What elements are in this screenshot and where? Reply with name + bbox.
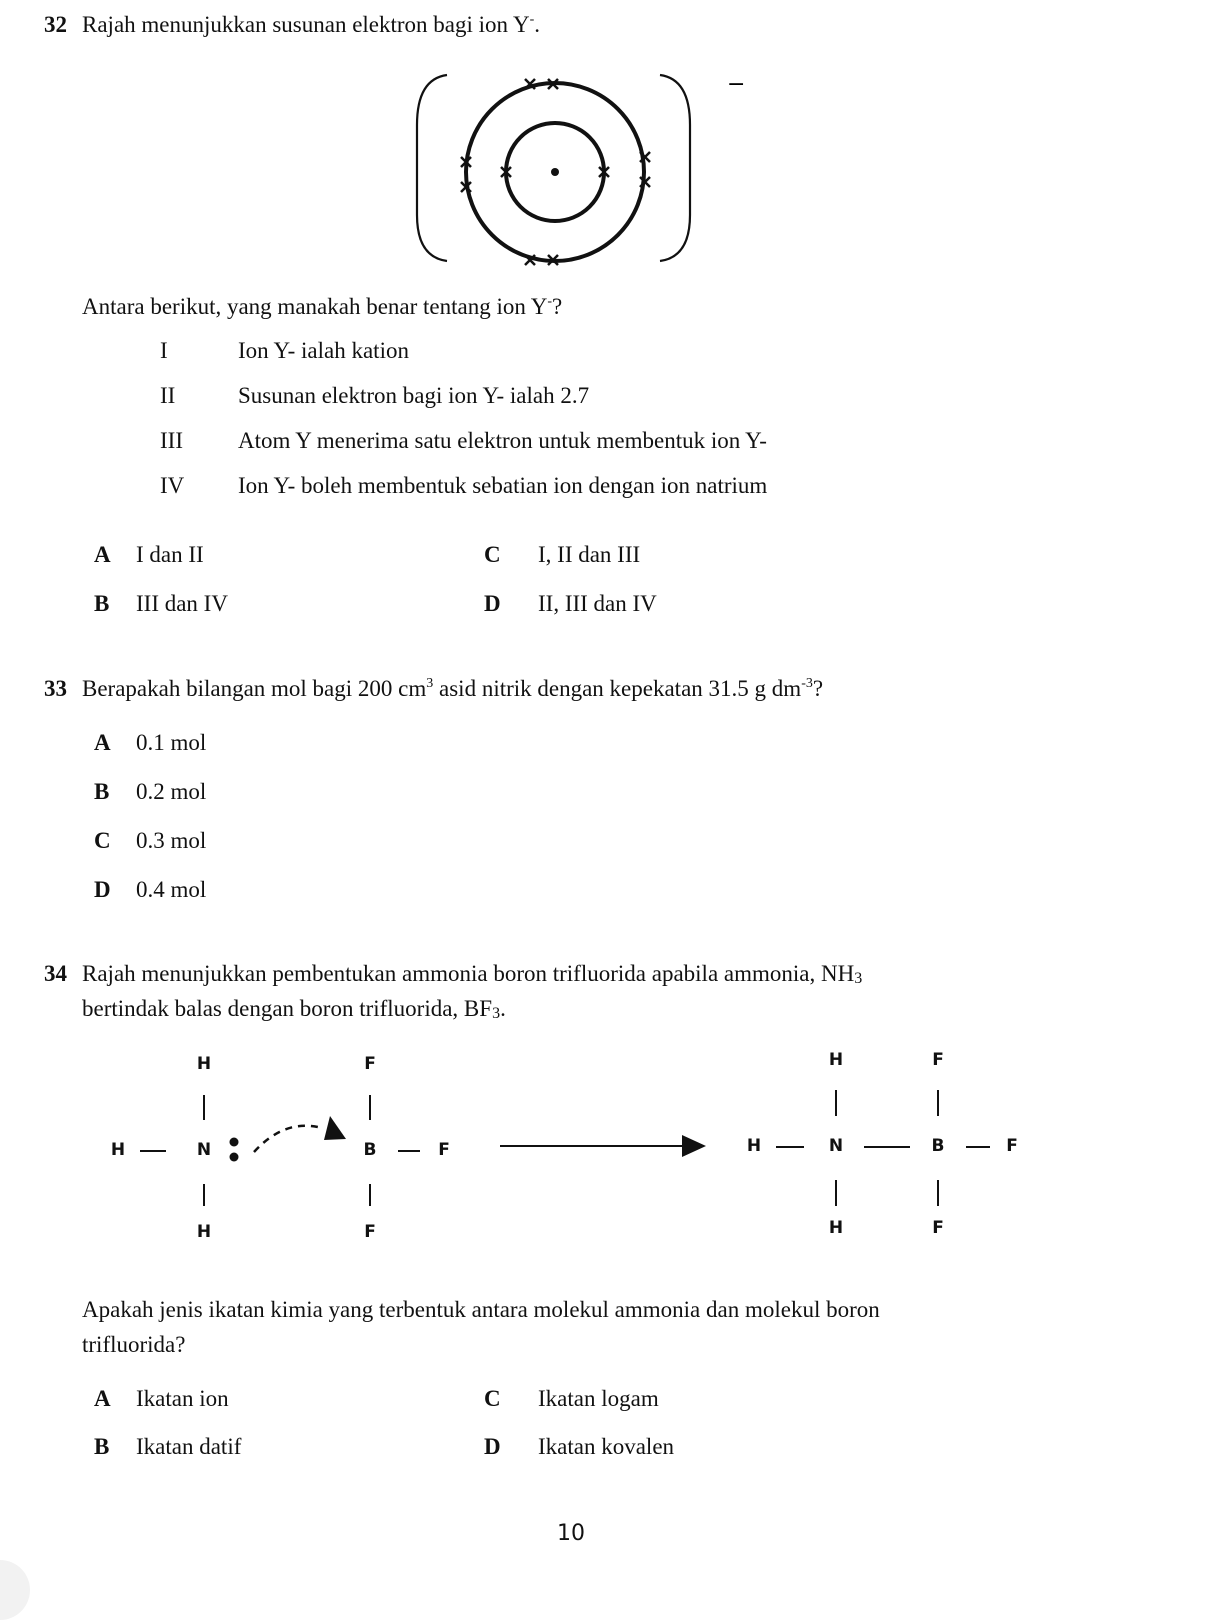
statement-roman: I xyxy=(160,338,168,363)
q32-stem: 32 Rajah menunjukkan susunan elektron bagi ion Y-. xyxy=(44,12,540,37)
atom-label: B xyxy=(931,1136,945,1156)
lone-pair-electron xyxy=(230,1153,239,1162)
atom-label: N xyxy=(828,1136,844,1156)
ion-charge: − xyxy=(727,72,746,97)
arrow-head-icon xyxy=(682,1135,706,1157)
answer-option-c[interactable]: C I, II dan III xyxy=(484,542,641,567)
q34-stem-line1: 34 Rajah menunjukkan pembentukan ammonia boron trifluorida apabila ammonia, $NH_3$ xyxy=(44,961,863,987)
statement-item xyxy=(160,472,767,500)
answer-option-d[interactable]: D 0.4 mol xyxy=(94,877,207,902)
question-number: 32 xyxy=(44,12,67,37)
atom-label: F xyxy=(364,1054,376,1074)
statement-roman: II xyxy=(160,383,176,408)
statement-text: Atom Y menerima satu elektron untuk membentuk ion Y- xyxy=(238,428,767,453)
statement-text: Ion Y- boleh membentuk sebatian ion dengan ion natrium xyxy=(238,473,768,498)
answer-option-d[interactable]: D Ikatan kovalen xyxy=(484,1434,675,1459)
answer-option-b[interactable]: B 0.2 mol xyxy=(94,779,207,804)
statement-text: Ion Y- ialah kation xyxy=(238,338,409,363)
atom-label: H xyxy=(746,1136,762,1156)
q34-stem-line2: bertindak balas dengan boron trifluorida, $BF_3$. xyxy=(82,996,506,1022)
atom-label: H xyxy=(196,1222,212,1242)
atom-label: F xyxy=(1006,1136,1018,1156)
atom-label: F xyxy=(438,1140,450,1160)
statement-text: Susunan elektron bagi ion Y- ialah 2.7 xyxy=(238,383,590,408)
lone-pair-electron xyxy=(230,1138,239,1147)
atom-label: B xyxy=(363,1140,377,1160)
answer-option-b[interactable]: B III dan IV xyxy=(94,591,228,616)
atom-label: F xyxy=(932,1218,944,1238)
answer-option-c[interactable]: C 0.3 mol xyxy=(94,828,207,853)
answer-option-b[interactable]: B Ikatan datif xyxy=(94,1434,242,1459)
atom-label: H xyxy=(828,1218,844,1238)
question-number: 34 xyxy=(44,961,67,986)
dashed-arrow xyxy=(254,1126,322,1152)
arrow-head-icon xyxy=(324,1116,346,1140)
statement-roman: III xyxy=(160,428,183,453)
statement-roman: IV xyxy=(160,473,185,498)
right-bracket xyxy=(660,75,690,261)
q34-question-line1: Apakah jenis ikatan kimia yang terbentuk antara molekul ammonia dan molekul boron xyxy=(82,1297,880,1322)
atom-label: H xyxy=(110,1140,126,1160)
atom-label: F xyxy=(364,1222,376,1242)
answer-option-c[interactable]: C Ikatan logam xyxy=(484,1386,659,1411)
statement-item xyxy=(160,427,767,455)
answer-option-a[interactable]: A Ikatan ion xyxy=(94,1386,229,1411)
statement-item xyxy=(160,382,589,410)
answer-option-a[interactable]: A 0.1 mol xyxy=(94,730,207,755)
atom-label: N xyxy=(196,1140,212,1160)
electron-arrangement-diagram xyxy=(405,65,750,275)
statement-item xyxy=(160,337,409,365)
q32-question: Antara berikut, yang manakah benar tentang ion Y-? xyxy=(82,294,563,319)
nucleus xyxy=(551,168,559,176)
scroll-handle[interactable] xyxy=(0,1560,30,1620)
reaction-diagram xyxy=(0,1040,1217,1260)
q34-question-line2: trifluorida? xyxy=(82,1332,186,1357)
answer-option-a[interactable]: A I dan II xyxy=(94,542,204,567)
q33-stem: 33 Berapakah bilangan mol bagi 200 $cm^3$ asid nitrik dengan kepekatan 31.5 g $dm^{-3}$? xyxy=(44,676,824,701)
atom-label: H xyxy=(196,1054,212,1074)
bond-lines xyxy=(0,1040,1217,1260)
question-number: 33 xyxy=(44,676,67,701)
left-bracket xyxy=(417,75,447,261)
answer-option-d[interactable]: D II, III dan IV xyxy=(484,591,657,616)
atom-label: F xyxy=(932,1050,944,1070)
page-number: 10 xyxy=(557,1521,585,1546)
atom-label: H xyxy=(828,1050,844,1070)
